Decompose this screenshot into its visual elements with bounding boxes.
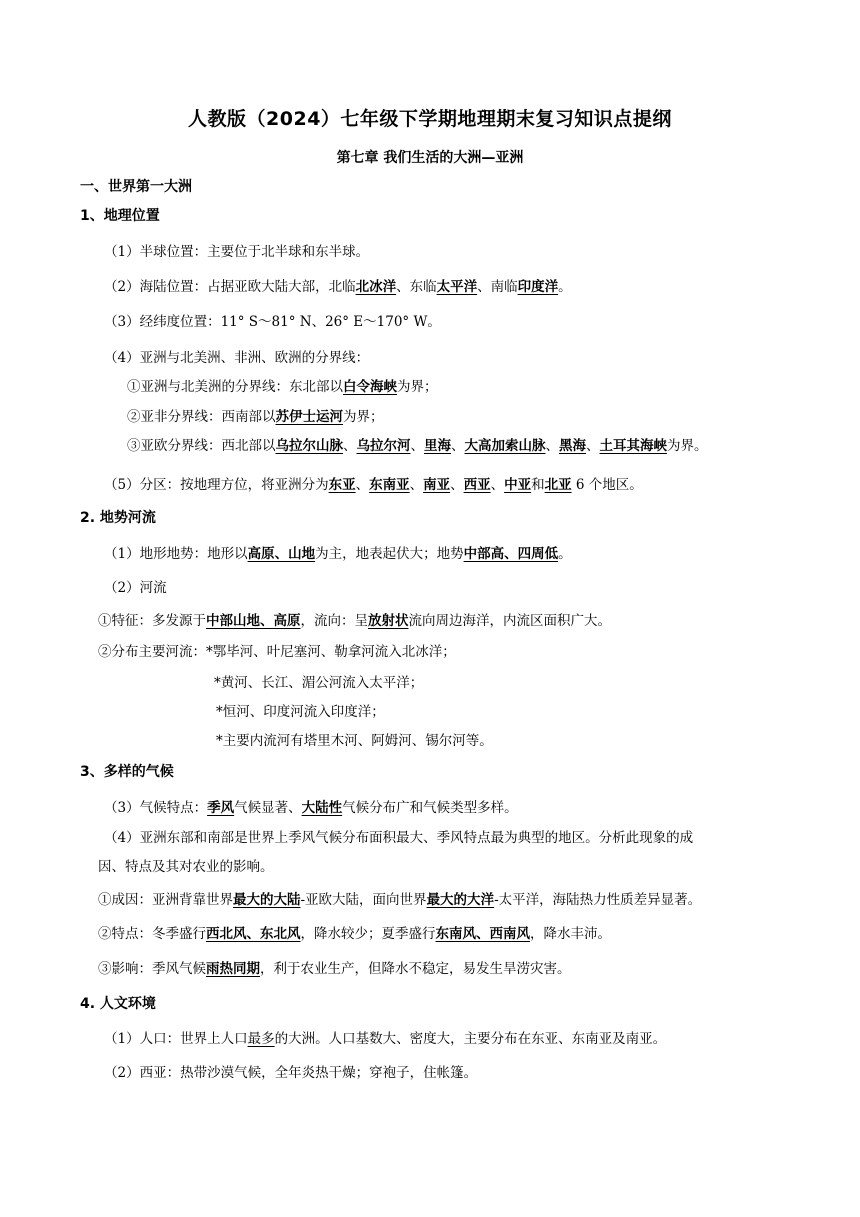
text-run: （5）分区：按地理方位，将亚洲分为 bbox=[104, 477, 329, 493]
section-heading bbox=[80, 205, 160, 225]
key-term: 北冰洋 bbox=[355, 279, 397, 295]
text-run: 、 bbox=[451, 438, 465, 454]
section-heading bbox=[80, 993, 156, 1013]
key-term: 苏伊士运河 bbox=[275, 409, 343, 425]
text-line bbox=[104, 275, 572, 295]
text-run: 3、多样的气候 bbox=[80, 764, 174, 780]
text-line bbox=[104, 796, 518, 816]
text-run: 为主，地表起伏大；地势 bbox=[315, 546, 464, 562]
text-run: 气候分布广和气候类型多样。 bbox=[342, 800, 518, 816]
text-run: 因、特点及其对农业的影响。 bbox=[98, 859, 274, 875]
text-run: 的大洲。人口基数大、密度大，主要分布在东亚、东南亚及南亚。 bbox=[274, 1031, 667, 1047]
key-term: 东南风、西南风 bbox=[435, 926, 530, 942]
text-line bbox=[104, 1027, 666, 1047]
text-run: ，流向：呈 bbox=[300, 613, 368, 629]
section-heading bbox=[80, 176, 192, 196]
text-run: 4. 人文环境 bbox=[80, 996, 156, 1012]
text-line bbox=[104, 473, 643, 493]
text-run: ，降水较少；夏季盛行 bbox=[300, 926, 436, 942]
text-run: ①亚洲与北美洲的分界线：东北部以 bbox=[127, 379, 343, 395]
text-run: -亚欧大陆，面向世界 bbox=[300, 892, 427, 908]
text-run: *恒河、印度河流入印度洋； bbox=[216, 704, 385, 720]
text-run: 、 bbox=[490, 477, 505, 493]
text-run: 为界； bbox=[343, 409, 384, 425]
text-run: 流向周边海洋，内流区面积广大。 bbox=[408, 613, 611, 629]
key-term: 西亚 bbox=[463, 477, 491, 493]
text-line bbox=[98, 922, 611, 942]
text-line bbox=[98, 957, 571, 977]
text-run: ③亚欧分界线：西北部以 bbox=[127, 438, 276, 454]
text-run: 、南临 bbox=[477, 279, 518, 295]
text-line bbox=[104, 1061, 477, 1081]
text-run: （4）亚洲东部和南部是世界上季风气候分布面积最大、季风特点最为典型的地区。分析此现象的成 bbox=[104, 830, 694, 846]
text-line bbox=[104, 346, 369, 366]
text-run: 、 bbox=[343, 438, 357, 454]
text-run: 、 bbox=[545, 438, 559, 454]
key-term: 里海 bbox=[424, 438, 451, 454]
text-line bbox=[104, 240, 369, 260]
text-run: ②亚非分界线：西南部以 bbox=[127, 409, 276, 425]
text-run: 、东临 bbox=[396, 279, 437, 295]
text-line bbox=[216, 700, 385, 720]
text-line bbox=[127, 375, 438, 395]
text-run: （2）西亚：热带沙漠气候，全年炎热干燥；穿袍子，住帐篷。 bbox=[104, 1065, 478, 1081]
text-line bbox=[214, 671, 423, 691]
text-run: ①特征：多发源于 bbox=[98, 613, 206, 629]
text-run: *黄河、长江、湄公河流入太平洋； bbox=[214, 675, 424, 691]
text-run: ，降水丰沛。 bbox=[530, 926, 611, 942]
key-term: 中部山地、高原 bbox=[206, 613, 301, 629]
text-line bbox=[98, 640, 456, 660]
key-term: 白令海峡 bbox=[343, 379, 397, 395]
text-line bbox=[98, 855, 274, 875]
text-run: 、 bbox=[450, 477, 464, 493]
text-run: 气候显著、 bbox=[234, 800, 302, 816]
text-run: （2）海陆位置：占据亚欧大陆大部，北临 bbox=[104, 279, 356, 295]
key-term: 乌拉尔山脉 bbox=[275, 438, 343, 454]
key-term: 南亚 bbox=[423, 477, 451, 493]
key-term: 乌拉尔河 bbox=[356, 438, 411, 454]
text-run: （1）半球位置：主要位于北半球和东半球。 bbox=[104, 244, 370, 260]
key-term: 北亚 bbox=[544, 477, 572, 493]
key-term: 季风 bbox=[207, 800, 235, 816]
text-run: 。 bbox=[558, 279, 572, 295]
text-line bbox=[127, 405, 384, 425]
key-term: 放射状 bbox=[368, 613, 409, 629]
text-line bbox=[104, 826, 693, 846]
text-run: （3）经纬度位置：11° S～81° N、26° E～170° W。 bbox=[104, 314, 441, 330]
text-line bbox=[104, 310, 441, 330]
text-run: ，利于农业生产，但降水不稳定，易发生旱涝灾害。 bbox=[260, 961, 571, 977]
text-run: ②特点：冬季盛行 bbox=[98, 926, 206, 942]
text-run: （2）河流 bbox=[104, 580, 167, 596]
text-run: （4）亚洲与北美洲、非洲、欧洲的分界线： bbox=[104, 350, 370, 366]
text-run: （3）气候特点： bbox=[104, 800, 208, 816]
section-heading bbox=[80, 761, 174, 781]
key-term: 黑海 bbox=[559, 438, 586, 454]
key-term: 土耳其海峡 bbox=[599, 438, 667, 454]
key-term: 最大的大陆 bbox=[233, 892, 301, 908]
key-term: 高原、山地 bbox=[247, 546, 316, 562]
key-term: 中亚 bbox=[504, 477, 532, 493]
text-run: 、 bbox=[409, 477, 424, 493]
text-run: 、 bbox=[586, 438, 600, 454]
text-line bbox=[127, 434, 708, 454]
text-run: ①成因：亚洲背靠世界 bbox=[98, 892, 233, 908]
key-term: 东南亚 bbox=[369, 477, 410, 493]
document-title: 人教版（2024）七年级下学期地理期末复习知识点提纲 bbox=[188, 108, 672, 130]
text-line bbox=[104, 542, 572, 562]
key-term: 东亚 bbox=[328, 477, 356, 493]
text-run: -太平洋，海陆热力性质差异显著。 bbox=[494, 892, 702, 908]
text-run: 一、世界第一大洲 bbox=[80, 179, 192, 195]
key-term: 雨热同期 bbox=[206, 961, 260, 977]
text-run: 2. 地势河流 bbox=[80, 510, 156, 526]
key-term: 印度洋 bbox=[517, 279, 559, 295]
text-line bbox=[104, 576, 167, 596]
text-run: 。 bbox=[558, 546, 572, 562]
chapter-heading: 第七章 我们生活的大洲—亚洲 bbox=[336, 150, 524, 166]
text-run: 、 bbox=[355, 477, 370, 493]
text-run: 为界； bbox=[397, 379, 438, 395]
text-line bbox=[98, 609, 611, 629]
key-term: 中部高、四周低 bbox=[463, 546, 559, 562]
key-term: 西北风、东北风 bbox=[206, 926, 301, 942]
key-term: 大高加索山脉 bbox=[464, 438, 546, 454]
text-run: 6 个地区。 bbox=[571, 477, 643, 493]
text-line bbox=[216, 729, 493, 749]
text-run: （1）地形地势：地形以 bbox=[104, 546, 248, 562]
section-heading bbox=[80, 507, 156, 527]
text-run: ③影响：季风气候 bbox=[98, 961, 206, 977]
text-run: 和 bbox=[531, 477, 545, 493]
key-term: 最大的大洋 bbox=[426, 892, 495, 908]
underlined-term: 最多 bbox=[247, 1031, 275, 1047]
text-run: 、 bbox=[410, 438, 424, 454]
text-run: 1、地理位置 bbox=[80, 208, 160, 224]
text-run: 为界。 bbox=[667, 438, 708, 454]
key-term: 大陆性 bbox=[301, 800, 343, 816]
text-line bbox=[98, 888, 701, 908]
text-run: ②分布主要河流：*鄂毕河、叶尼塞河、勒拿河流入北冰洋； bbox=[98, 644, 456, 660]
text-run: *主要内流河有塔里木河、阿姆河、锡尔河等。 bbox=[216, 733, 493, 749]
key-term: 太平洋 bbox=[436, 279, 478, 295]
text-run: （1）人口：世界上人口 bbox=[104, 1031, 248, 1047]
